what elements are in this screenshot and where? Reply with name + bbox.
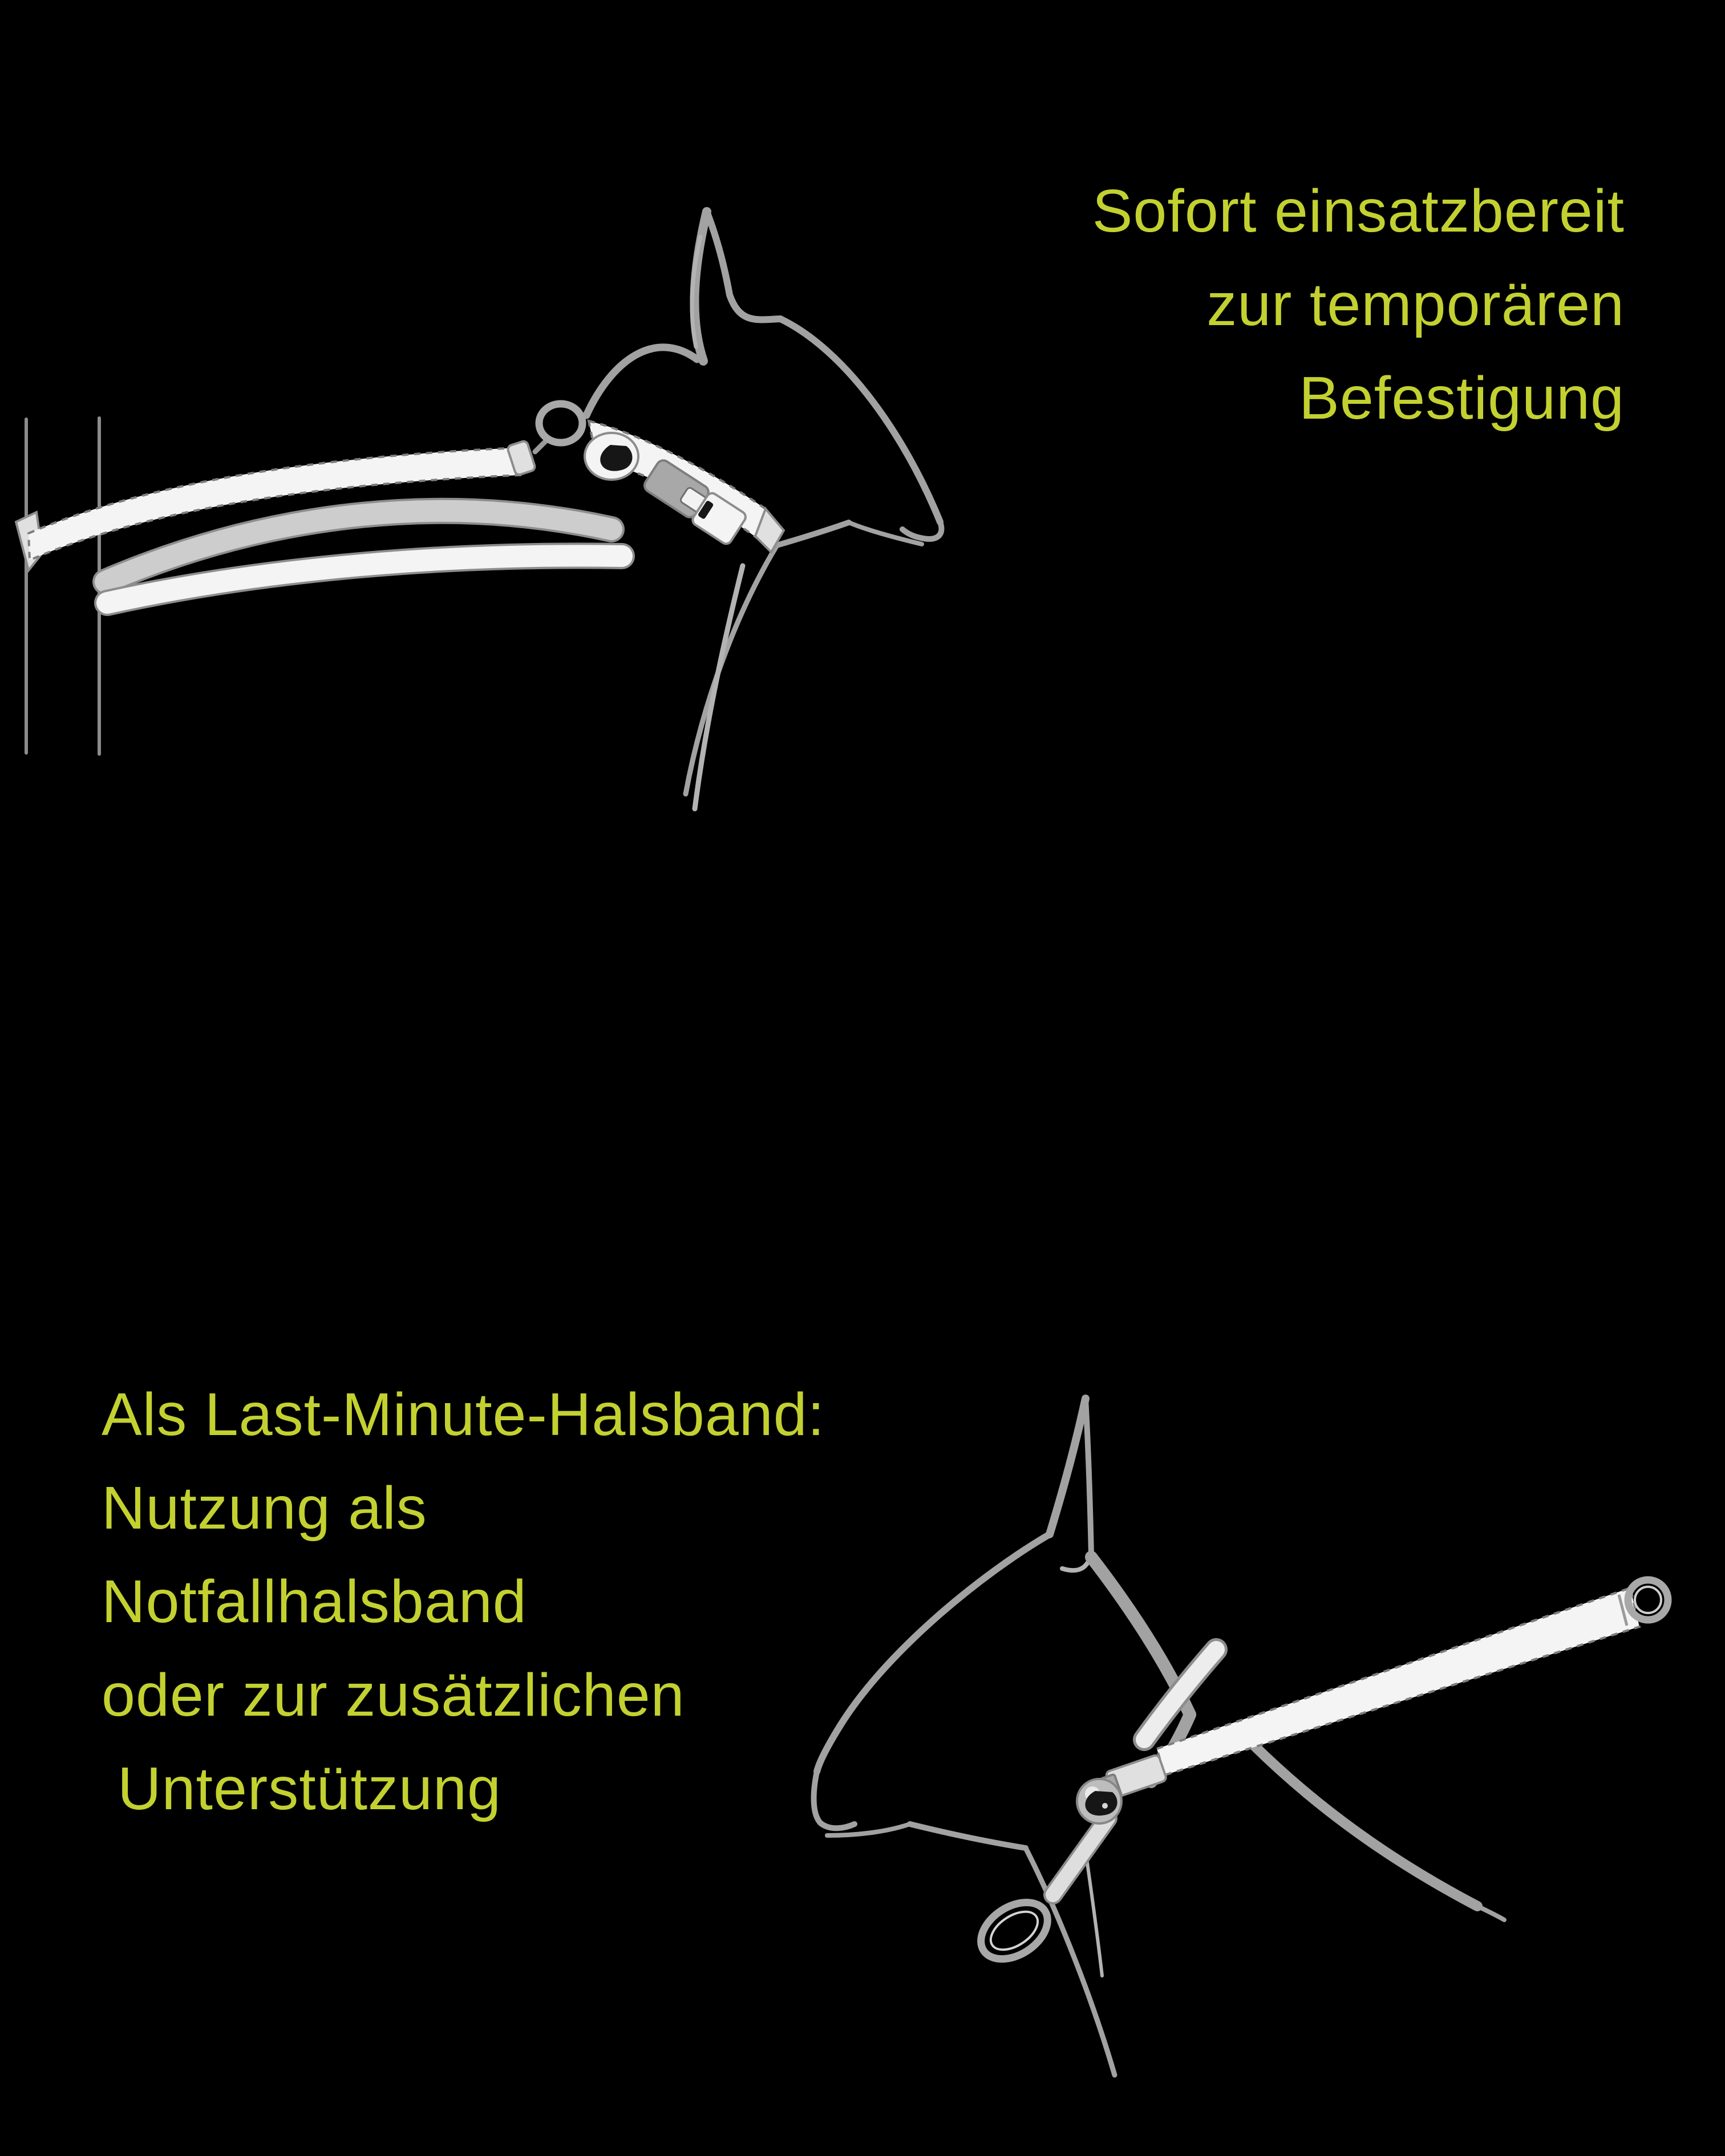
caption-line: Unterstützung — [118, 1755, 501, 1822]
dog-slip-lead-illustration — [787, 1369, 1725, 2099]
caption-line: Befestigung — [1299, 364, 1625, 432]
caption-line: zur temporären — [1206, 271, 1625, 338]
slip-lead-strap — [1144, 1580, 1668, 1775]
caption-line: Sofort einsatzbereit — [1092, 177, 1625, 245]
caption-temporary-fastening — [1092, 164, 1625, 445]
caption-line: oder zur zusätzlichen — [102, 1661, 685, 1729]
leash-end-loop-icon — [970, 1891, 1058, 1971]
caption-line: Als Last-Minute-Halsband: — [102, 1381, 825, 1448]
leash-lower-loop — [106, 511, 622, 603]
dog-tied-to-post-illustration — [0, 188, 1027, 833]
post-lines — [26, 418, 99, 754]
caption-last-minute-collar — [102, 1368, 825, 1835]
caption-line: Nutzung als — [102, 1474, 427, 1542]
caption-line: Notfallhalsband — [102, 1568, 527, 1635]
swivel-snap-icon — [507, 404, 582, 476]
